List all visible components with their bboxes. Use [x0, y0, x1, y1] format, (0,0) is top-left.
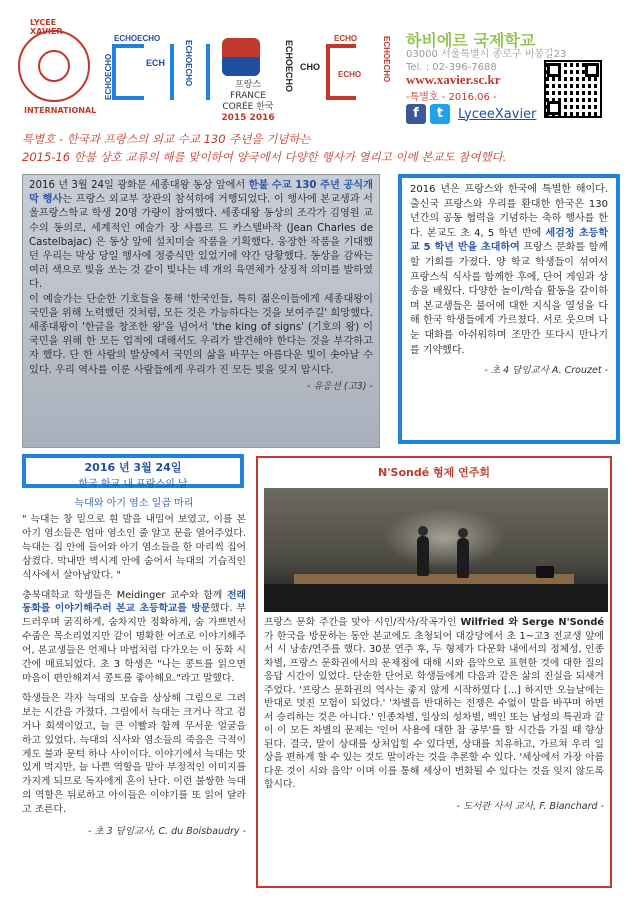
echo-word-red-mid: ECHO [338, 70, 362, 79]
korea-caption-years: 2015 2016 [221, 113, 275, 123]
echo-vertical-3: ECHOECHO [284, 40, 294, 93]
website-link[interactable]: www.xavier.sc.kr [406, 72, 501, 87]
echo-vertical-1: ECHOECHO [104, 53, 113, 100]
event-date: 2016 년 3월 24일 [84, 461, 182, 474]
issue-label: -특별호 - 2016.06 - [406, 92, 497, 103]
article-school-exchange [398, 174, 620, 444]
special-issue-headline [22, 130, 617, 166]
article4-performers: Wilfried 와 Serge N'Sondé [460, 617, 604, 628]
qr-code-icon [544, 60, 602, 118]
article1-paragraph2: 이 예술가는 단순한 기호들을 통해 '한국인들, 특히 젊은이들에게 세종대왕이 국민을 위해 노력했던 것처럼, 모든 것은 가능하다는 것을 보여주길' 희망했다. 세종대왕이 '한글을 창조한 왕'을 넘어서 'the king of signs' (기호의 왕) 이 국민을 위해 한 모든 업적에 대해서도 우리가 발견해야 한다는 것을 부각하고자 했다. 단 한 사람의 발상에서 국민의 삶을 바꾸는 아름다운 빛이 솟아날 수 있다. 우리 역사를 이룬 사람들에게 우리가 진 모든 빚을 잊지 맙시다. [29, 293, 373, 376]
article3-highlight: 전래동화를 이야기해주러 본교 초등학교를 방문 [22, 589, 246, 615]
echo-vertical-2: ECHOECHO [184, 40, 193, 87]
article2-paragraph: 2016 년은 프랑스와 한국에 특별한 해이다. 출신국 프랑스와 우리를 환대한 한국은 130년간의 공동 협력을 기념하는 축하 행사를 한다. 본교도 초 4, 5 학년 반에 세검정 초등학교 5 학년 반을 초대하여 프랑스 문화를 함께 할 기회를 가졌다. 양 학교 학생들이 섞여서 프랑스식 식사를 함께한 후에, 단어 게임과 상송을 배웠다. 다양한 놀이/학습 활동을 같이하며 본교생들은 불어에 대한 지식을 열성을 다해 한국 학생들에게 가르쳤다. 서로 웃으며 나눈 대화를 아쉬워하며 조만간 또다시 만나기를 기약했다. [410, 184, 608, 356]
logo-inner-ring [38, 50, 70, 82]
facebook-icon[interactable]: f [406, 104, 426, 124]
korea-france-caption [218, 80, 278, 124]
echo-word-cho: CHO [300, 62, 320, 72]
korea-caption-line2: CORÉE 한국 [222, 102, 274, 112]
logo-text-top: LYCEE XAVIER [30, 18, 63, 36]
twitter-icon[interactable]: t [430, 104, 450, 124]
social-handle-link[interactable]: LyceeXavier [458, 106, 537, 122]
article3-signature: - 초 3 담임교사, C. du Boisbaudry - [88, 826, 246, 838]
article1-highlight: 한불 수교 130 주년 공식개막 행사 [29, 180, 373, 206]
telephone-line: Tel. : 02-396-7688 [406, 62, 497, 73]
korea-caption-line1: 프랑스FRANCE [230, 80, 266, 101]
event-subtitle: 한국 학교 내 프랑스의 날 [78, 479, 188, 490]
echo-word-red-top: ECHO [334, 34, 358, 43]
korea-france-emblem [222, 38, 260, 76]
article3-paragraph1: 충북대학교 학생들은 Meidinger 교수와 함께 전래동화를 이야기해주러 본교 초등학교를 방문했다. 부드러우며 굵직하게, 숨차지만 정확하게, 숨 가쁘면서 수줍은 목소리였지만 같이 명확한 어조로 이야기해주어, 본교생들은 언제나 마법처럼 다가오는 이 동화 시간에 매료되었다. 초 3 학생은 "나는 콩트를 읽으면 마음이 편안해져서 콩트를 좋아해요."라고 말했다. [22, 589, 246, 684]
headline-line2: 2015-16 한불 상호 교류의 해를 맞이하여 양국에서 다양한 행사가 열리고 이에 본교도 참여했다. [22, 150, 507, 164]
article4-signature: - 도서관 사서 교사, F. Blanchard - [456, 800, 604, 812]
concert-photo [264, 488, 608, 612]
school-logo [18, 18, 97, 115]
echo-word-1: ECHOECHO [114, 34, 161, 43]
article1-paragraph1: 2016 년 3월 24일 광화문 세종대왕 동상 앞에서 한불 수교 130 주년 공식개막 행사는 프랑스 외교부 장관의 참석하에 거행되었다. 이 행사에 본교생과 서울프랑스학교 학생 20명 가량이 참여했다. 세종대왕 동상의 조각가 김영원 교수의 동의로, 세계적인 예술가 장 샤를르 드 카스텔바작 (Jean Charles de Castelbajac) 은 동상 앞에 설치미술 작품을 기획했다. 웅장한 작품을 기대했던 우리는 막상 당일 행사에 정중식만 있었기에 약간 당황했다. 동상을 감싸는 여러 색으로 빛을 쏘는 것 같이 빛나는 네 개의 육면체가 상징적 의미를 발하였다. [29, 180, 373, 291]
article3-quote: " 늑대는 창 밑으로 흰 발을 내밀어 보였고, 이를 본 아기 염소들은 엄마 염소인 줄 알고 문을 열어주었다. 늑대는 집 안에 들어와 아기 염소들을 한 마리씩 집어삼켰다. 막내만 벽시계 안에 숨어서 늑대의 기습적인 식사에서 살아남았다. " [22, 514, 246, 581]
school-name: 하비에르 국제학교 [406, 31, 536, 50]
echo-bracket-e [112, 44, 144, 100]
logo-text-bottom: INTERNATIONAL [24, 106, 97, 115]
article2-highlight: 세검정 초등학교 5 학년 반을 초대하여 [410, 227, 608, 254]
article3-subtitle: 늑대와 아기 염소 일곱 마리 [74, 498, 194, 509]
echo-vertical-red: ECHOECHO [382, 36, 391, 83]
article2-signature: - 초 4 담임교사 A. Crouzet - [484, 365, 608, 377]
article-opening-ceremony [22, 174, 380, 448]
article-fairy-tale [22, 494, 246, 837]
french-day-date-box [22, 454, 244, 488]
article3-paragraph2: 학생들은 각자 늑대의 모습을 상상해 그림으로 그려보는 시간을 가졌다. 그림에서 늑대는 크거나 작고 검거나 회색이었고, 늘 큰 이빨과 함께 무서운 얼굴을 하고 있었다. 늑대의 식사와 염소들의 죽음은 극적이게도 불과 문턱 하나 사이이다. 이야기에서 늑대는 맛있게 먹지만, 늘 나쁜 역할을 맡아 부정적인 이미지를 가지게 되므로 독자에게 혼이 난다. 이런 불쌍한 늑대의 역할은 뒤로하고 아이들은 이야기를 또 읽어 달라고 조른다. [22, 692, 246, 816]
social-links [406, 104, 536, 124]
article-nsonde-concert [256, 456, 612, 888]
headline-line1: 특별호 - 한국과 프랑스의 외교 수교 130 주년을 기념하는 [22, 132, 311, 146]
article4-title: N'Sondé 형제 연주회 [377, 466, 490, 479]
school-address-block [406, 48, 566, 74]
address-line: 03000 서울특별시 종로구 비봉길23 [406, 49, 567, 60]
article1-signature: - 유응선 (고3) - [306, 380, 373, 392]
article4-paragraph: 프랑스 문화 주간을 맞아 시인/작사/작곡가인 Wilfried 와 Serge N'Sondé 가 한국을 방문하는 동안 본교에도 초청되어 대강당에서 초 1~고3 전교생 앞에서 시 낭송/연주를 했다. 30분 연주 후, 두 형제가 다문화 내에서의 정체성, 인종차별, 프랑스 문화권에서의 문제점에 대해 시와 음악으로 표현한 것에 대한 질의응답 시간이 있었다. 단순한 단어로 학생들에게 다음과 같은 삶의 진실을 되새겨 주었다. '프랑스 문화권의 역사는 좋지 않게 시작하였다 [...] 하지만 오늘날에는 반대로 멋진 모험이 되었다.' '차별을 반대하는 전쟁은 수없이 발을 바꾸며 하면서 승리하는 것은 아니다.' 인종차별, 일상의 성차별, 백인 또는 남성의 특권과 같이 이 모든 차별의 문제는 '인어 사용에 대한 참 공부'를 할 시간을 가질 때 향상된다. 결국, 말이 상대를 상처입힐 수 있다면, 상대를 치유하고, 가르쳐 우리 일상을 편하게 할 수 있는 것도 말이라는 것을 추론할 수 있다. '세상에서 가장 아름다운 것이 시와 음악' 이며 이를 통해 세상이 변화될 수 있다는 것을 잊지 않도록 합시다. [264, 617, 604, 790]
echo-word-ech: ECH [146, 58, 166, 68]
